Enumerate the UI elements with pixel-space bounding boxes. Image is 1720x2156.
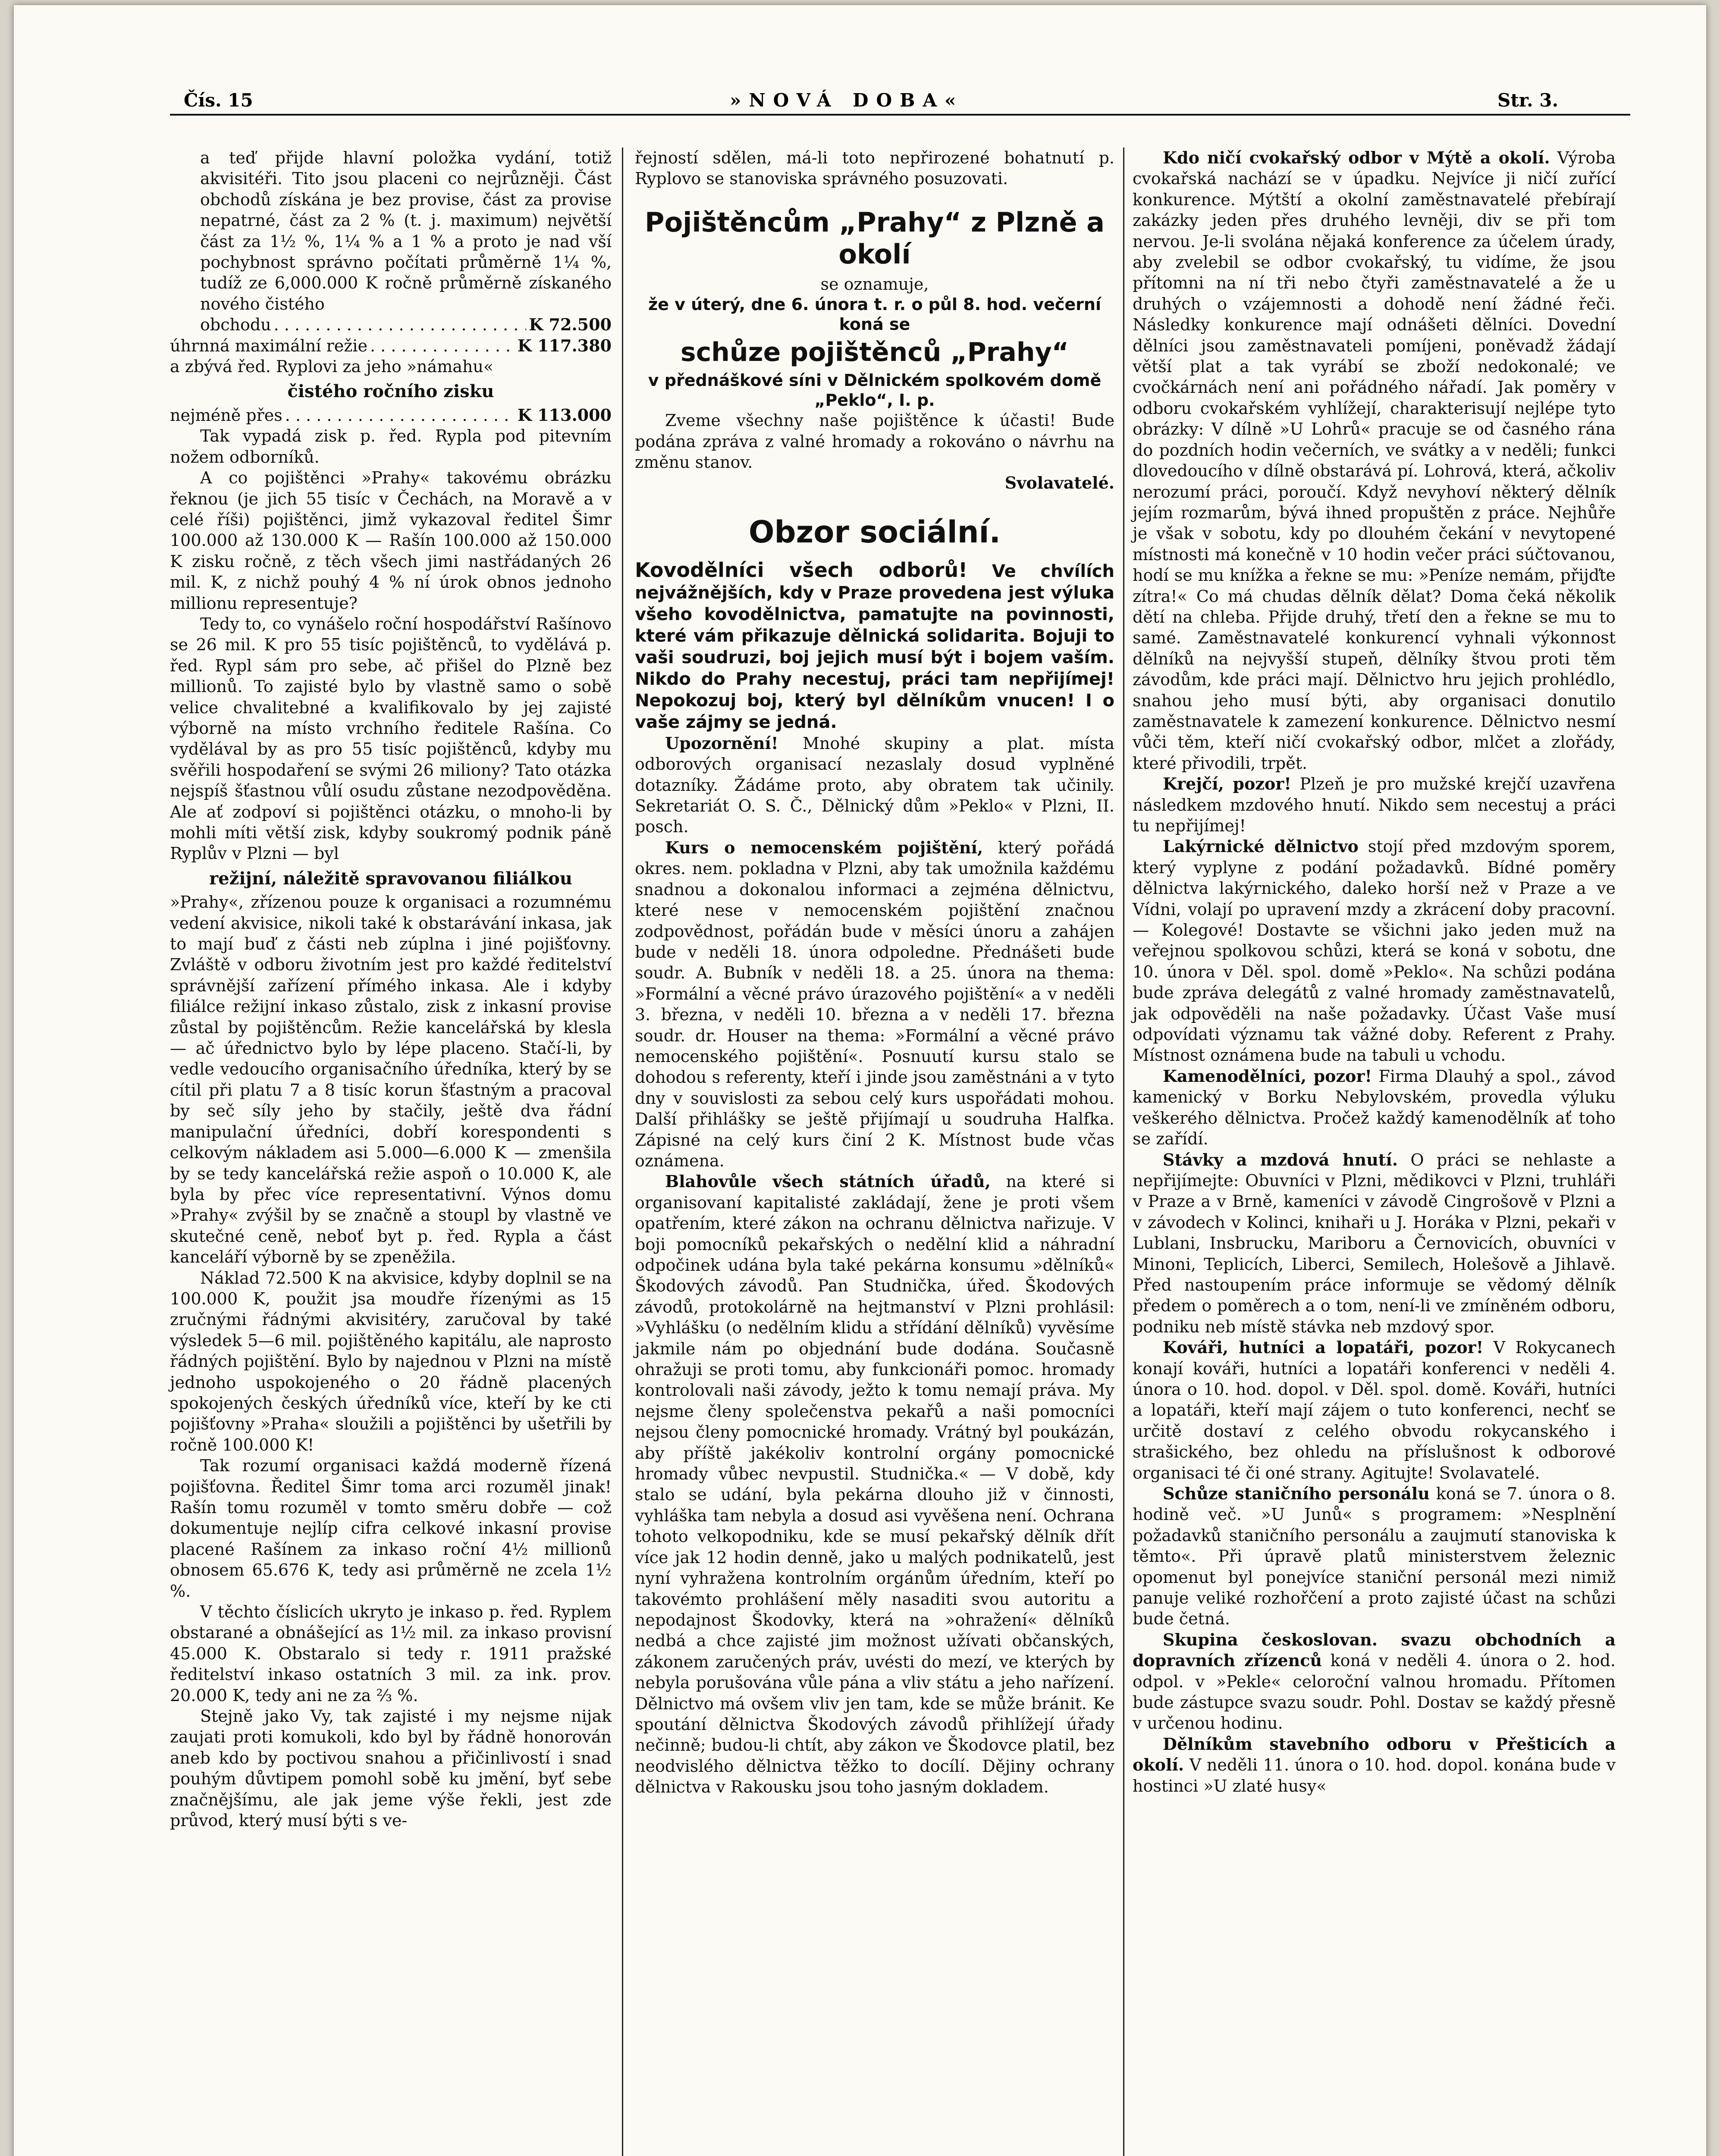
paragraph: [1133, 1630, 1616, 1734]
paragraph: [1133, 1066, 1616, 1150]
paragraph: [1133, 836, 1616, 1065]
column-1: [170, 147, 612, 1831]
paragraph: [1133, 147, 1616, 774]
paragraph-heading: Lakýrnické dělnictvo: [1163, 837, 1359, 856]
paragraph: [1133, 1150, 1616, 1338]
paragraph-text: koná v neděli 4. února o 2. hod. odpol. v »Pekle« celoroční valnou hromadu. Přítomen bude zástupce svazu soudr. Pohl. Dostav se každý přesně v určenou hodinu.: [1133, 1651, 1616, 1733]
paragraph-text: koná se 7. února o 8. hodině več. »U Junů« s programem: »Nesplnění požadavků staničního personálu a zaujmutí stanoviska k těmto«. Při úpravě platů ministerstvem železnic opomenut byl ponejvíce staniční personál mezi nimiž panuje veliké rozhořčení a proto zajisté účast na schůzi bude četná.: [1133, 1484, 1616, 1629]
callout-heading: Kovodělníci všech odborů!: [635, 558, 968, 582]
paragraph-text: V Rokycanech konají kováři, hutníci a lopatáři konferenci v neděli 4. února o 10. hod. dopol. v Děl. spol. domě. Kováři, hutníci a lopatáři, kteří mají zájem o tuto konferenci, nechť se určitě dostaví z celého obvodu rokycanského i strašického, bez ohledu na příslušnost k odborové organisaci té či oné strany. Agitujte! Svolavatelé.: [1133, 1338, 1616, 1482]
paragraph-text: V neděli 11. února o 10. hod. dopol. konána bude v hostinci »U zlaté husy«: [1133, 1755, 1616, 1796]
paragraph: [1133, 1483, 1616, 1630]
paragraph: [635, 733, 1114, 837]
callout-box: [635, 559, 1114, 733]
paragraph-text: na které si organisovaní kapitalisté zakládají, žene je proti všem opatřením, které zákon na ochranu dělnictva nařizuje. V boji pomocníků pekařských o nedělní klid a náhradní odpočinek udána byla také pekárna konsumu »dělníků« Škodových závodů. Pan Studnička, úřed. Škodových závodů, protokolárně na hejtmanství v Plzni prohlásil: »Vyhlášku (o nedělním klidu a střídání dělníků) vyvěsíme jakmile nám po objednání bude dodána. Současně ohražuji se proti tomu, aby funkcionáři pomoc. hromady kontrolovali naši závody, ježto k tomu nemají práva. My nejsme členy společenstva pekařů a naši pomocníci nejsou členy pomocnické hromady. Vrátný byl poukázán, aby příště jakékoliv kontrolní orgány pomocnické hromady vůbec nevpustil. Studnička.« — V době, kdy stalo se udání, byla pekárna dlouho již v činnosti, vyhláška tam nebyla a dosud asi vyvěšena není. Ochrana tohoto velkopodniku, kde se musí pekařský dělník dřít více jak 12 hodin denně, jako u malých podnikatelů, jest nyní vyhražena kontrolním orgánům úředním, kteří po takovémto prohlášení měly nasaditi svou autoritu a nepodajnost Škodovky, která na »ohražení« dělníků nedbá a chce zajisté jim možnost užívati občanských, zákonem zaručených práv, uvésti do mezí, ve kterých by nebyla porušována vůle pána a vliv státu a jeho nařízení. Dělnictvo má ovšem vliv jen tam, kde se může bránit. Ke spoutání dělnictva Škodových závodů přihlížejí úřady nečinně; budou-li chtít, aby zákon ve Škodovce platil, bez neodvislého dělnictva těžko to docílí. Dějiny ochrany dělnictva v Rakousku jsou toho jasným dokladem.: [635, 1172, 1114, 1797]
paragraph: A co pojištěnci »Prahy« takovému obrázku řeknou (je jich 55 tisíc v Čechách, na Moravě a v celé říši) pojištěnci, jimž vykazoval ředitel Šimr 100.000 až 130.000 K — Rašín 100.000 až 150.000 K zisku ročně, z těch všech jimi nastřádaných 26 mil. K, z nichž pouhý 4 % ní úrok obnos jednoho millionu representuje?: [170, 468, 612, 613]
ledger-label: obchodu: [200, 315, 271, 335]
paragraph: řejností sdělen, má-li toto nepřirozené bohatnutí p. Ryplovo se stanoviska správného posuzovati.: [635, 148, 1114, 188]
ledger-row: [170, 405, 612, 426]
paragraph-heading: Kurs o nemocenském pojištění,: [665, 837, 983, 857]
ledger-label: úhrnná maximální režie: [170, 336, 367, 355]
paragraph: [1133, 1337, 1616, 1483]
announcement-venue: v přednáškové síni v Dělnickém spolkovém domě „Peklo“, I. p.: [648, 371, 1102, 410]
leader-dots: [285, 405, 515, 426]
ledger-amount: K 117.380: [517, 335, 612, 355]
ledger-row: [170, 335, 612, 356]
issue-number: Čís. 15: [184, 90, 253, 111]
paragraph-text: O práci se nehlaste a nepřijímejte: Obuvníci v Plzni, mědikovci v Plzni, truhláři v Praze a v Brně, kameníci v závodě Cingrošově v Plzni a v závodech v Kolinci, knihaři u J. Horáka v Plzni, pekaři v Lublani, Insbrucku, Mariboru a Černovicích, obuvníci v Minoni, Teplicích, Liberci, Semilech, Holešově a Jihlavě. Před nastoupením práce informuje se vědomý dělník předem o poměrech a o tom, není-li ve zmíněném odboru, podniku neb místě stávka neb mzdový spor.: [1133, 1150, 1616, 1336]
page-header: [14, 5, 1706, 116]
paragraph-heading: Skupina českoslovan. svazu obchodních a dopravních zřízenců: [1133, 1630, 1616, 1670]
paragraph: V těchto číslicích ukryto je inkaso p. řed. Ryplem obstarané a obnášející as 1½ mil. za inkaso provisní 45.000 K. Obstaralo si tedy r. 1911 pražské ředitelství inkaso ostatních 3 mil. za ink. prov. 20.000 K, tedy ani ne za ⅔ %.: [170, 1602, 612, 1705]
paragraph: a teď přijde hlavní položka vydání, totiž akvisitéři. Tito jsou placeni co nejrůzněji. Část obchodů získána je bez provise, část za provise nepatrné, část za 2 % (t. j. maximum) největší část za 1½ %, 1¼ % a 1 % a proto je nad vší pochybnost správno počítati průměrně 1¼ %, tudíž ze 6,000.000 K ročně průměrně získaného nového čistého: [200, 148, 612, 313]
paragraph-heading: Stávky a mzdová hnutí.: [1163, 1150, 1398, 1169]
column-divider: [622, 147, 623, 2156]
paragraph: Náklad 72.500 K na akvisice, kdyby doplnil se na 100.000 K, použit jsa moudře řízenými as 15 zručnými řádnými akvisitéry, zaručoval by také výsledek 5—6 mil. pojištěného kapitálu, ale naprosto řádných pojištění. Bylo by najednou v Plzni na místě jednoho uspokojeného o 20 řádně placených spokojených českých úředníků více, kteří by ke cti pojišťovny »Praha« sloužili a pojištěnci by ušetřili by ročně 100.000 K!: [170, 1268, 612, 1454]
leader-dots: [274, 314, 527, 335]
callout-text: Ve chvílích nejvážnějších, kdy v Praze provedena jest výluka všeho kovodělnictva, pamatujte na povinnosti, které vám přikazuje dělnická solidarita. Bojuji to vaši soudruzi, boj jejich musí být i bojem vaším. Nikdo do Prahy necestuj, práci tam nepřijímej! Nepokozuj boj, který byl dělníkům vnucen! I o vaše zájmy se jedná.: [635, 561, 1114, 732]
ledger-amount: K 113.000: [517, 405, 612, 425]
paragraph-heading: Dělníkům stavebního odboru v Přešticích a okolí.: [1133, 1734, 1616, 1775]
paragraph: [635, 1171, 1114, 1797]
paragraph: Zveme všechny naše pojištěnce k účasti! Bude podána zpráva z valné hromady a rokováno o návrhu na změnu stanov.: [635, 411, 1114, 472]
paragraph: [1133, 774, 1616, 836]
announcement-headline: schůze pojištěnců „Prahy“: [680, 337, 1069, 368]
ledger-row: [170, 314, 612, 335]
column-divider: [1123, 147, 1124, 2156]
announcement-date: že v úterý, dne 6. února t. r. o půl 8. hod. večerní koná se: [648, 295, 1101, 334]
subheading: čistého ročního zisku: [287, 381, 494, 402]
masthead-title: »NOVÁ DOBA«: [730, 90, 964, 111]
subheading: režijní, náležitě spravovanou filiálkou: [209, 868, 572, 889]
paragraph: Tak rozumí organisaci každá moderně řízená pojišťovna. Ředitel Šimr toma arci rozuměl jinak! Rašín tomu rozuměl v tomto směru dobře — což dokumentuje nejlíp cifra celkové inkasní provise placené Rašínem za inkaso roční 4½ millionů obnosem 65.676 K, tedy asi průměrně ne zcela 1½ %.: [170, 1456, 612, 1601]
paragraph-heading: Upozornění!: [665, 733, 778, 753]
header-rule: [170, 114, 1630, 116]
paragraph-text: Výroba cvokařská nachází se v úpadku. Nejvíce ji ničí zuřící konkurence. Mýtští a okolní zaměstnavatelé přebírají zakázky jeden přes druhého levněji, div se při tom nervou. Je-li svolána nějaká konference za účelem úrady, aby zvelebil se odbor cvokařský, tu vidíme, že jsou přítomni na ní tři nebo čtyři zaměstnavatelé a že u druhých o vzájemnosti a dohodě není žádné řeči. Následky konkurence mají odnášeti dělníci. Dovední dělníci jsou zaměstnavateli pomíjeni, poněvadž žádají větší plat a tak vyrábí se zboží nedokonalé; ve cvočkárnách není ani pořádného nářadí. Jak poměry v odboru cvokařském vyhlížejí, charakterisují nejlépe tyto obrázky: V dílně »U Lohrů« pracuje se od časného rána do pozdních hodin večerních, ve svátky a v neděli; funkci dlovedoucího v dílně obstarává pí. Lohrová, která, ačkoliv nerozumí práci, poroučí. Když nevyhoví některý dělník jejím rozmarům, bývá ihned propuštěn z práce. Nejhůře je však v sobotu, kdy po dlouhém čekání v nevytopené místnosti má konečně v 10 hodin večer práci súčtovanou, hodí se mu knížka a řekne se mu: »Peníze nemám, přijďte zítra!« Co má chudas dělník dělat? Doma čeká několik dětí na chleba. Přijde druhý, třetí den a řekne se mu to samé. Zaměstnavatelé konkurencí vyhnali výkonnost dělníků na nejvyšší stupeň, dělníky štvou proti těm závodům, kde práci mají. Dělnictvo hru jejich prohlédlo, snahou jeho musí býti, aby organisaci donutilo zaměstnavatele k zamezení konkurence. Dělnictvo nesmí vůči těm, kteří ničí cvokařský odbor, mlčet a zlořády, které přivodili, trpět.: [1133, 148, 1616, 773]
signature: Svolavatelé.: [1004, 473, 1114, 493]
paragraph: Tedy to, co vynášelo roční hospodářství Rašínovo se 26 mil. K pro 55 tisíc pojištěnců, to vydělává p. řed. Rypl sám pro sebe, ač přišel do Plzně bez millionů. To zajisté bylo by vlastně samo o sobě velice chvalitebné a kvalifikovalo by jej zajisté výborně na místo vrchního ředitele Rašína. Co vydělával by as pro 55 tisíc pojištěnců, kdyby mu svěřili hospodaření se svými 26 miliony? Tato otázka nejspíš šťastnou vůlí osudu zůstane nezodpověděna. Ale ať zodpoví si pojištěnci otázku, o mnoho-li by mohli míti větší zisk, kdyby soukromý podnik páně Ryplův v Plzni — byl: [170, 614, 612, 863]
paragraph-text: Plzeň je pro mužské krejčí uzavřena následkem mzdového hnutí. Nikdo sem necestuj a práci tu nepřijímej!: [1133, 774, 1616, 835]
column-2: [635, 147, 1114, 1798]
paragraph: [1133, 1734, 1616, 1796]
paragraph-heading: Kováři, hutníci a lopatáři, pozor!: [1163, 1338, 1484, 1357]
ledger-label: nejméně přes: [170, 405, 282, 425]
paragraph-text: Mnohé skupiny a plat. místa odborových organisací nezaslaly dosud vyplněné dotazníky. Žádáme proto, aby obratem tak učinily. Sekretariát O. S. Č., Dělnický dům »Peklo« v Plzni, II. posch.: [635, 733, 1114, 837]
meeting-announcement: [635, 207, 1114, 410]
paragraph-text: Firma Dlauhý a spol., závod kamenický v Borku Nebylovském, provedla výluku veškerého dělnictva. Pročež každý kamenodělník ať toho se zařídí.: [1133, 1066, 1616, 1149]
leader-dots: [370, 335, 515, 356]
paragraph: Tak vypadá zisk p. řed. Rypla pod pitevním nožem odborníků.: [170, 426, 612, 467]
ledger-amount: K 72.500: [529, 315, 612, 335]
paragraph-heading: Kamenodělníci, pozor!: [1163, 1066, 1372, 1086]
paragraph-heading: Krejčí, pozor!: [1163, 774, 1291, 794]
paragraph-text: stojí před mzdovým sporem, který vyplyne z podání požadavků. Bídné poměry dělnictva lakýrnického, daleko horší než v Praze a ve Vídni, volají po upravení mzdy a zkrácení doby pracovní. — Kolegové! Dostavte se všichni jako jeden muž na veřejnou spolkovou schůzi, která se koná v sobotu, dne 10. února v Děl. spol. domě »Peklo«. Na schůzi podána bude zpráva delegátů z valné hromady zaměstnavatelů, jak odpověděli na naše požadavky. Účast Vaše musí odpovídati významu tak vážné doby. Referent z Prahy. Místnost oznámena bude na tabuli u vchodu.: [1133, 837, 1616, 1065]
paragraph-text: který pořádá okres. nem. pokladna v Plzni, aby tak umožnila každému snadnou a dokonalou informaci a zejména dělnictvu, které nese v nemocenském pojištění značnou zodpovědnost, pořádán bude v měsíci únoru a zahájen bude v neděli 18. února odpoledne. Přednášeti bude soudr. A. Bubník v neděli 18. a 25. února na thema: »Formální a věcné právo úrazového pojištění« a v neděli 3. března, v neděli 10. března a v neděli 17. března soudr. dr. Houser na thema: »Formální a věcné právo nemocenského pojištění«. Posnuutí kursu stalo se dohodou s referenty, kteří i jinde jsou zaměstnáni a v tyto dny v souvislosti za sebou celý kurs uspořádati mohou. Další přihlášky se ještě přijímají u soudruha Halfka. Zápisné na celý kurs činí 2 K. Místnost bude včas oznámena.: [635, 838, 1114, 1170]
newspaper-page: [14, 5, 1706, 2156]
announcement-line: se oznamuje,: [820, 274, 929, 294]
paragraph: »Prahy«, zřízenou pouze k organisaci a rozumnému vedení akvisice, nikoli také k obstarávání inkasa, jak to mají buď z části neb zúplna i jiné pojišťovny. Zvláště v odboru životním jest pro každé ředitelství správnější zařízení přímého inkasa. Ale i kdyby filiálce režijní inkaso zůstalo, zisk z inkasní provise zůstal by pojištěncům. Režie kancelářská by klesla — ač úřednictvo bylo by lépe placeno. Stačí-li, by vedle vedoucího organisačního úředníka, který by se cítil při platu 7 a 8 tisíc korun šťastným a pracoval by seč síly jeho by stačily, ještě dva řádní manipulační úředníci, dobří korespondenti s celkovým nákladem asi 5.000—6.000 K — zmenšila by se tedy kancelářská režie aspoň o 10.000 K, ale byla by přec více representativní. Výnos domu »Prahy« zvýšil by se značně a stoupl by vlastně ve skutečné ceně, neboť byt p. řed. Rypla a část kanceláří výborně by se zpeněžila.: [170, 893, 612, 1267]
page-number: Str. 3.: [1497, 90, 1559, 111]
paragraph-heading: Kdo ničí cvokařský odbor v Mýtě a okolí.: [1163, 148, 1550, 167]
section-heading: Obzor sociální.: [748, 514, 1001, 550]
paragraph: [635, 837, 1114, 1172]
announcement-title: Pojištěncům „Prahy“ z Plzně a okolí: [645, 206, 1105, 270]
paragraph: a zbývá řed. Ryplovi za jeho »námahu«: [170, 357, 494, 376]
column-3: [1133, 147, 1616, 1796]
paragraph: Stejně jako Vy, tak zajisté i my nejsme nijak zaujati proti komukoli, kdo byl by řádně honorován aneb kdo by poctivou snahou a přičinlivostí i snad pouhým důvtipem pomohl sobě ku jmění, byť sebe značnějšímu, ale jak jeme výše řekli, jest zde průvod, který musí býti s ve-: [170, 1707, 612, 1830]
paragraph-heading: Schůze staničního personálu: [1163, 1484, 1430, 1503]
paragraph-heading: Blahovůle všech státních úřadů,: [665, 1172, 991, 1191]
